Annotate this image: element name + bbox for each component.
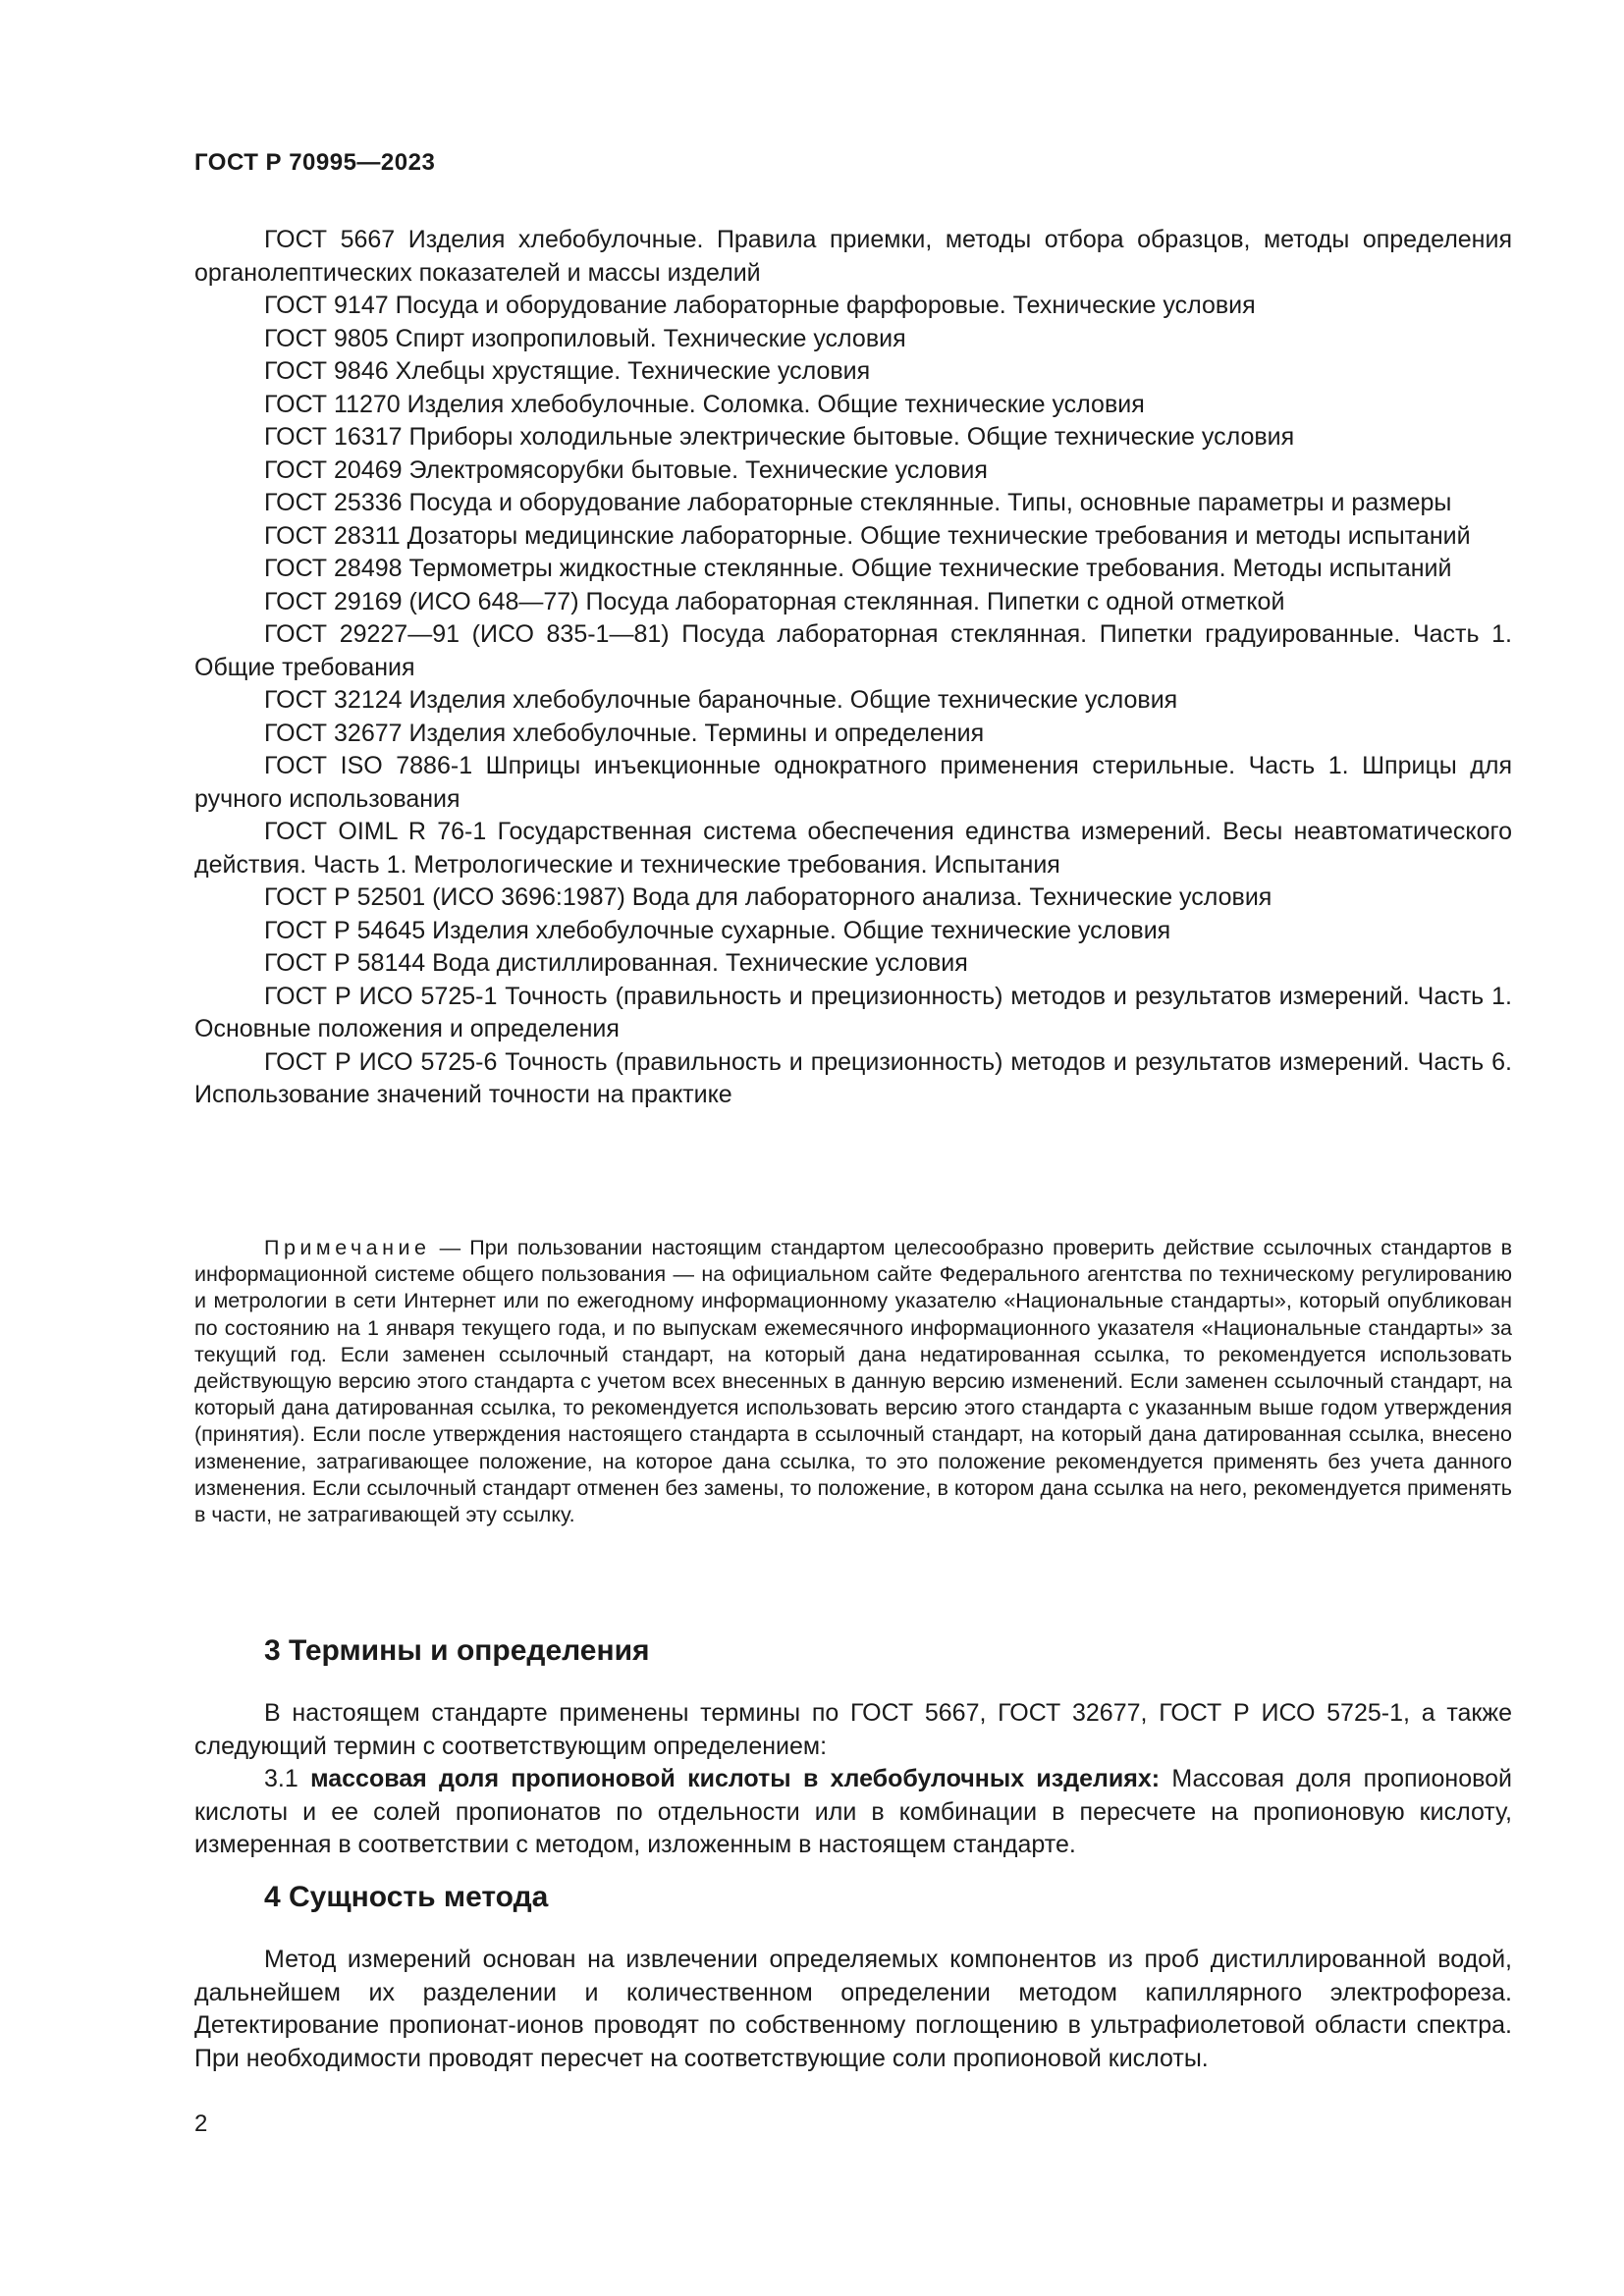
term-definition (194, 1763, 1512, 1862)
reference-item: ГОСТ 5667 Изделия хлебобулочные. Правила приемки, методы отбора образцов, методы определения органолептических показателей и массы изделий (194, 226, 1512, 287)
reference-item: ГОСТ Р 54645 Изделия хлебобулочные сухарные. Общие технические условия (264, 916, 1171, 944)
reference-item: ГОСТ 29227—91 (ИСО 835-1—81) Посуда лабораторная стеклянная. Пипетки градуированные. Часть 1. Общие требования (194, 620, 1512, 681)
references-note (194, 1235, 1512, 1528)
term-name: массовая доля пропионовой кислоты в хлебобулочных изделиях: (310, 1765, 1161, 1792)
section-4-text: Метод измерений основан на извлечении определяемых компонентов из проб дистиллированной водой, дальнейшем их разделении и количественном определении методом капиллярного электрофореза. Детектирование пропионат-ионов проводят по собственному поглощению в ультрафиолетовой области спектра. При необходимости проводят пересчет на соответствующие соли пропионовой кислоты. (194, 1946, 1512, 2072)
section-4-title: 4 Сущность метода (264, 1881, 549, 1913)
normative-references-list (194, 224, 1512, 1112)
reference-item: ГОСТ Р 52501 (ИСО 3696:1987) Вода для лабораторного анализа. Технические условия (264, 883, 1272, 911)
reference-item: ГОСТ Р ИСО 5725-6 Точность (правильность и прецизионность) методов и результатов измерений. Часть 6. Использование значений точности на практике (194, 1047, 1512, 1108)
term-definition-text: Массовая доля пропионовой кислоты и ее солей пропионатов по отдельности или в комбинации в пересчете на пропионовую кислоту, измеренная в соответствии с методом, изложенным в настоящем стандарте. (194, 1765, 1513, 1858)
note-label: Примечание (264, 1236, 431, 1259)
reference-item: ГОСТ Р 58144 Вода дистиллированная. Технические условия (264, 949, 968, 977)
reference-item: ГОСТ 11270 Изделия хлебобулочные. Соломка. Общие технические условия (264, 390, 1145, 418)
note-text: — При пользовании настоящим стандартом целесообразно проверить действие ссылочных стандартов в информационной системе общего пользования — на официальном сайте Федерального агентства по техническому регулированию и метрологии в сети Интернет или по ежегодному информационному указателю «Национальные стандарты», который опубликован по состоянию на 1 января текущего года, и по выпускам ежемесячного информационного указателя «Национальные стандарты» за текущий год. Если заменен ссылочный стандарт, на который дана недатированная ссылка, то рекомендуется использовать действующую версию этого стандарта с учетом всех внесенных в данную версию изменений. Если заменен ссылочный стандарт, на который дана датированная ссылка, то рекомендуется использовать версию этого стандарта с указанным выше годом утверждения (принятия). Если после утверждения настоящего стандарта в ссылочный стандарт, на который дана датированная ссылка, внесено изменение, затрагивающее положение, на которое дана ссылка, то это положение рекомендуется применять без учета данного изменения. Если ссылочный стандарт отменен без замены, то положение, в котором дана ссылка на него, рекомендуется применять в части, не затрагивающей эту ссылку. (194, 1236, 1512, 1527)
reference-item: ГОСТ 9805 Спирт изопропиловый. Технические условия (264, 324, 906, 352)
reference-item: ГОСТ OIML R 76-1 Государственная система обеспечения единства измерений. Весы неавтоматического действия. Часть 1. Метрологические и технические требования. Испытания (194, 818, 1512, 879)
reference-item: ГОСТ Р ИСО 5725-1 Точность (правильность и прецизионность) методов и результатов измерений. Часть 1. Основные положения и определения (194, 982, 1512, 1042)
reference-item: ГОСТ 9147 Посуда и оборудование лабораторные фарфоровые. Технические условия (264, 292, 1256, 319)
reference-item: ГОСТ 9846 Хлебцы хрустящие. Технические условия (264, 357, 871, 385)
reference-item: ГОСТ 29169 (ИСО 648—77) Посуда лабораторная стеклянная. Пипетки с одной отметкой (264, 587, 1285, 615)
term-number: 3.1 (264, 1765, 311, 1792)
document-code-header: ГОСТ Р 70995—2023 (194, 149, 436, 176)
reference-item: ГОСТ 32677 Изделия хлебобулочные. Термины и определения (264, 719, 985, 747)
section-3-intro: В настоящем стандарте применены термины по ГОСТ 5667, ГОСТ 32677, ГОСТ Р ИСО 5725-1, а также следующий термин с соответствующим определением: (194, 1699, 1512, 1760)
reference-item: ГОСТ 20469 Электромясорубки бытовые. Технические условия (264, 455, 988, 484)
reference-item: ГОСТ 32124 Изделия хлебобулочные бараночные. Общие технические условия (264, 686, 1178, 714)
reference-item: ГОСТ 28498 Термометры жидкостные стеклянные. Общие технические требования. Методы испытаний (264, 555, 1452, 582)
section-3-body (194, 1697, 1512, 1862)
reference-item: ГОСТ 25336 Посуда и оборудование лабораторные стеклянные. Типы, основные параметры и размеры (264, 489, 1452, 516)
reference-item: ГОСТ ISO 7886-1 Шприцы инъекционные однократного применения стерильные. Часть 1. Шприцы для ручного использования (194, 752, 1512, 813)
section-4-body (194, 1944, 1512, 2075)
reference-item: ГОСТ 16317 Приборы холодильные электрические бытовые. Общие технические условия (264, 423, 1295, 451)
section-3-title: 3 Термины и определения (264, 1634, 650, 1667)
reference-item: ГОСТ 28311 Дозаторы медицинские лабораторные. Общие технические требования и методы испытаний (264, 521, 1471, 550)
page-number: 2 (194, 2110, 208, 2137)
